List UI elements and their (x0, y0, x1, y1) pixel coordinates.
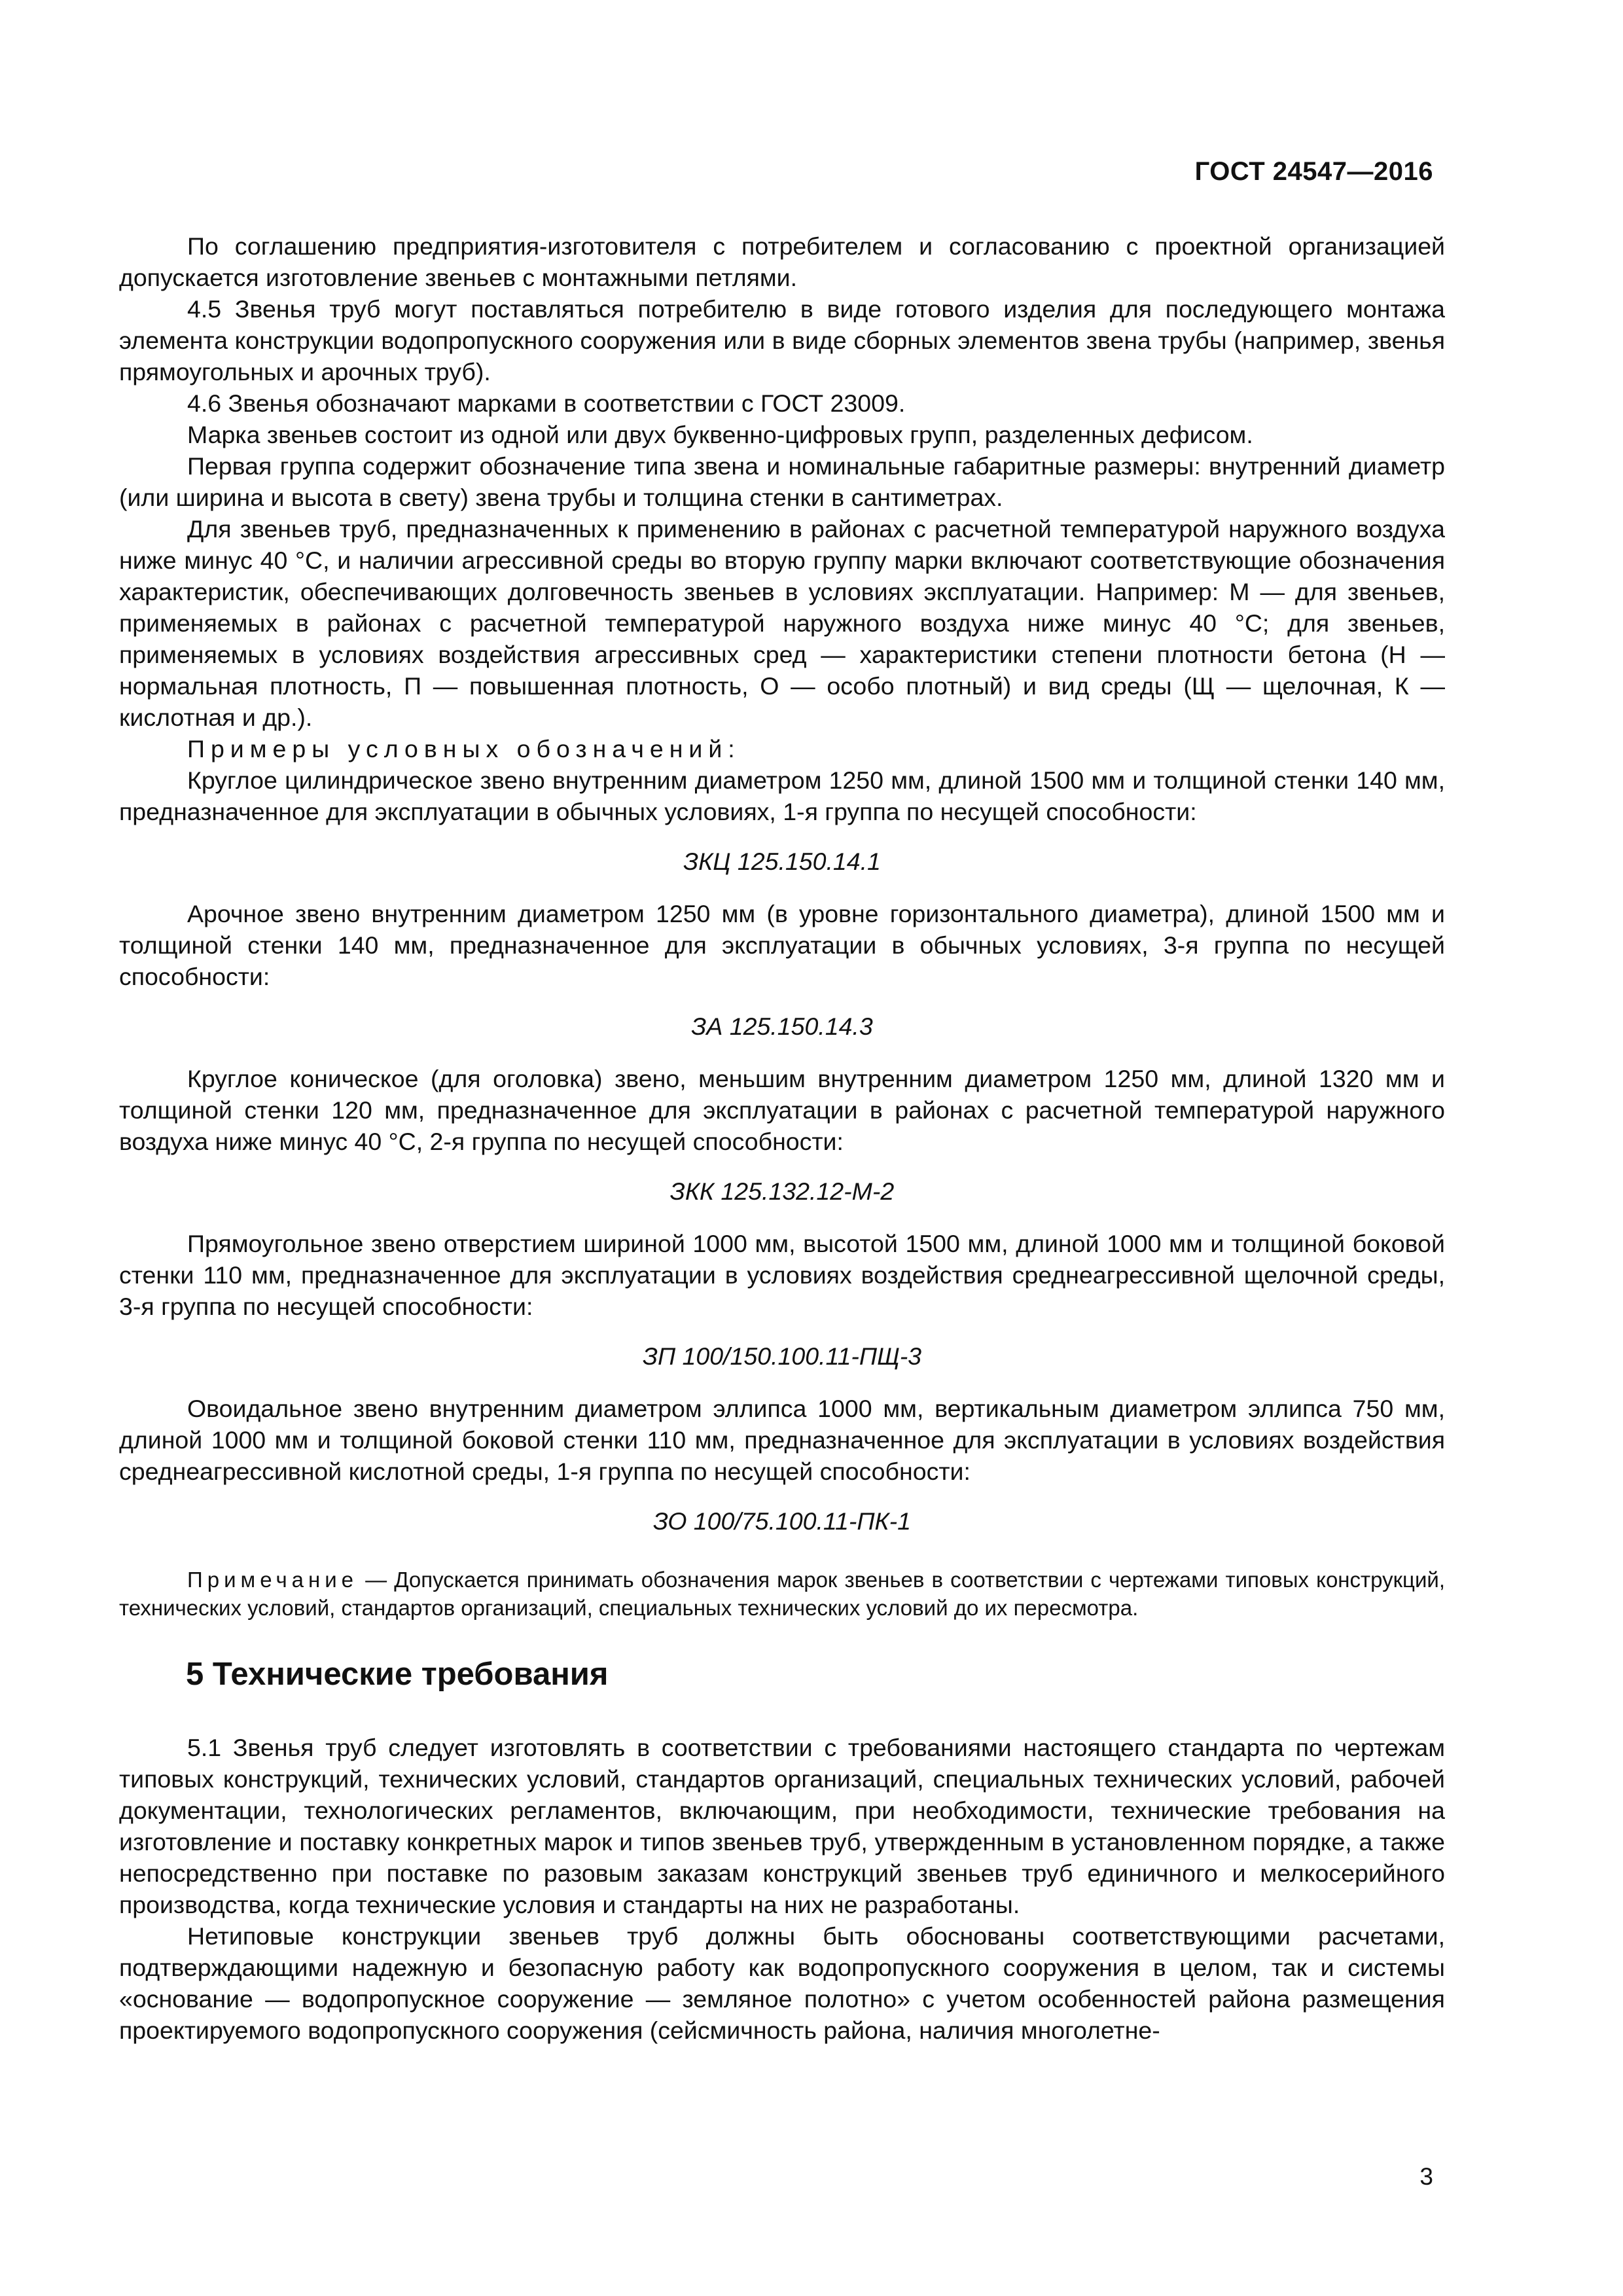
paragraph-non-typical: Нетиповые конструкции звеньев труб должны быть обоснованы соответствующими расчетами, подтверждающими надежную и безопасную работу как водопропускного сооружения в целом, так и системы «основание — водопропускное сооружение — земляное полотно» с учетом особенностей района размещения проектируемого водопропускного сооружения (сейсмичность района, наличия многолетне- (119, 1922, 1445, 2044)
example-4-designation: ЗП 100/150.100.11-ПЩ-3 (642, 1342, 922, 1370)
page-number: 3 (1419, 2163, 1433, 2190)
paragraph-mark-groups: Марка звеньев состоит из одной или двух буквенно-цифровых групп, разделенных дефисом. (187, 421, 1253, 448)
example-2-description: Арочное звено внутренним диаметром 1250 мм (в уровне горизонтального диаметра), длиной 1500 мм и толщиной стенки 140 мм, предназначенное для эксплуатации в обычных условиях, 3-я группа по несущей способности: (119, 900, 1445, 990)
paragraph-second-group: Для звеньев труб, предназначенных к применению в районах с расчетной температурой наружного воздуха ниже минус 40 °С, и наличии агрессивной среды во вторую группу марки включают соответствующие обозначения характеристик, обеспечивающих долговечность звеньев в условиях эксплуатации. Например: М — для звеньев, применяемых в районах с расчетной температурой наружного воздуха ниже минус 40 °С; для звеньев, применяемых в условиях воздействия агрессивных сред — характеристики степени плотности бетона (Н — нормальная плотность, П — повышенная плотность, О — особо плотный) и вид среды (Щ — щелочная, К — кислотная и др.). (119, 515, 1445, 731)
standard-number-header: ГОСТ 24547—2016 (1194, 157, 1433, 186)
example-5-description: Овоидальное звено внутренним диаметром эллипса 1000 мм, вертикальным диаметром эллипса 750 мм, длиной 1000 мм и толщиной боковой стенки 110 мм, предназначенное для эксплуатации в условиях воздействия среднеагрессивной кислотной среды, 1-я группа по несущей способности: (119, 1395, 1445, 1485)
note (119, 1566, 1445, 1622)
note-label: Примечание (187, 1568, 359, 1592)
paragraph-mounting-loops: По соглашению предприятия-изготовителя с потребителем и согласованию с проектной организацией допускается изготовление звеньев с монтажными петлями. (119, 232, 1445, 291)
example-4-description: Прямоугольное звено отверстием шириной 1000 мм, высотой 1500 мм, длиной 1000 мм и толщиной боковой стенки 110 мм, предназначенное для эксплуатации в условиях воздействия среднеагрессивной щелочной среды, 3-я группа по несущей способности: (119, 1230, 1445, 1320)
example-5-designation: ЗО 100/75.100.11-ПК-1 (653, 1507, 911, 1535)
example-1-description: Круглое цилиндрическое звено внутренним диаметром 1250 мм, длиной 1500 мм и толщиной стенки 140 мм, предназначенное для эксплуатации в обычных условиях, 1-я группа по несущей способности: (119, 766, 1445, 825)
section-5-title: 5 Технические требования (186, 1657, 609, 1692)
paragraph-4-6: 4.6 Звенья обозначают марками в соответствии с ГОСТ 23009. (187, 389, 906, 417)
example-3-description: Круглое коническое (для оголовка) звено, меньшим внутренним диаметром 1250 мм, длиной 1320 мм и толщиной стенки 120 мм, предназначенное для эксплуатации в районах с расчетной температурой наружного воздуха ниже минус 40 °С, 2-я группа по несущей способности: (119, 1065, 1445, 1155)
page-content (119, 230, 1445, 2046)
paragraph-4-5: 4.5 Звенья труб могут поставляться потребителю в виде готового изделия для последующего монтажа элемента конструкции водопропускного сооружения или в виде сборных элементов звена трубы (например, звенья прямоугольных и арочных труб). (119, 295, 1445, 386)
example-3-designation: ЗКК 125.132.12-М-2 (669, 1177, 895, 1205)
example-2-designation: ЗА 125.150.14.3 (691, 1013, 873, 1040)
paragraph-first-group: Первая группа содержит обозначение типа звена и номинальные габаритные размеры: внутренний диаметр (или ширина и высота в свету) звена трубы и толщина стенки в сантиметрах. (119, 452, 1445, 511)
paragraph-5-1: 5.1 Звенья труб следует изготовлять в соответствии с требованиями настоящего стандарта по чертежам типовых конструкций, технических условий, стандартов организаций, специальных технических условий, рабочей документации, технологических регламентов, включающим, при необходимости, технические требования на изготовление и поставку конкретных марок и типов звеньев труб, утвержденным в установленном порядке, а также непосредственно при поставке по разовым заказам конструкций звеньев труб единичного и мелкосерийного производства, когда технические условия и стандарты на них не разработаны. (119, 1734, 1445, 1918)
examples-heading: Примеры условных обозначений: (187, 735, 741, 762)
example-1-designation: ЗКЦ 125.150.14.1 (683, 848, 881, 875)
note-text: — Допускается принимать обозначения марок звеньев в соответствии с чертежами типовых конструкций, технических условий, стандартов организаций, специальных технических условий до их пересмотра. (119, 1568, 1445, 1620)
